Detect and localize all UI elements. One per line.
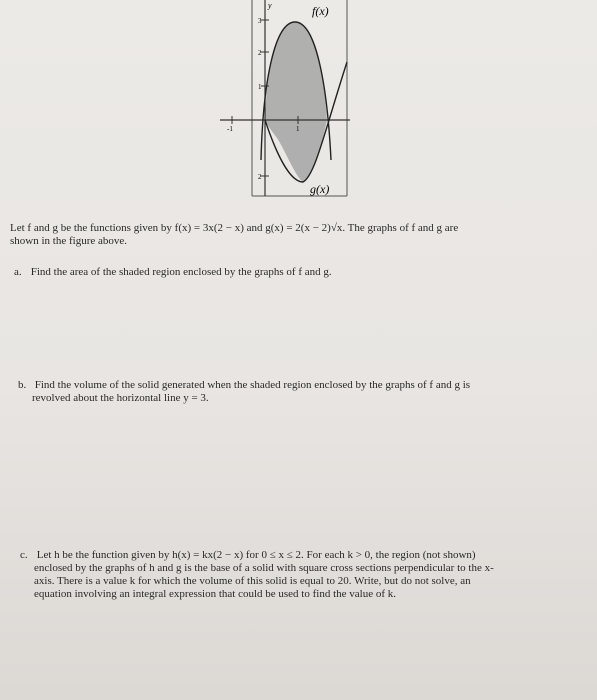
question-b-line-1: Find the volume of the solid generated when the shaded region enclosed by the graphs of f and g is: [34, 379, 471, 391]
question-c-line-2: enclosed by the graphs of h and g is the base of a solid with square cross sections perpendicular to the x-: [34, 562, 494, 574]
question-b-line-2: revolved about the horizontal line y = 3.: [32, 392, 209, 404]
question-c-label: c.: [20, 549, 28, 561]
question-b-label: b.: [18, 379, 27, 391]
y-axis-label: y: [268, 1, 272, 10]
f-label: f(x): [312, 4, 329, 18]
question-a-text: Find the area of the shaded region enclosed by the graphs of f and g.: [30, 266, 332, 278]
question-c-line-1: Let h be the function given by h(x) = kx(2 − x) for 0 ≤ x ≤ 2. For each k > 0, the region (not shown): [36, 549, 476, 561]
tick-label-y1: 1: [258, 83, 262, 91]
question-c: [20, 549, 590, 601]
intro-line-1: Let f and g be the functions given by f(x) = 3x(2 − x) and g(x) = 2(x − 2)√x. The graphs of f and g are: [10, 222, 459, 234]
g-label: g(x): [310, 182, 330, 196]
graph-figure: [215, 0, 365, 200]
intro-paragraph: [10, 222, 585, 248]
question-a-label: a.: [14, 266, 22, 278]
question-b: [18, 379, 588, 405]
tick-label-xneg1: -1: [227, 125, 233, 133]
question-c-line-3: axis. There is a value k for which the volume of this solid is equal to 20. Write, but do not solve, an: [34, 575, 471, 587]
question-c-line-4: equation involving an integral expression that could be used to find the value of k.: [34, 588, 396, 600]
tick-label-y2: 2: [258, 49, 262, 57]
shaded-region: [265, 22, 327, 182]
tick-label-x1: 1: [296, 125, 300, 133]
tick-label-yneg2: 2: [258, 173, 262, 181]
question-a: [14, 266, 584, 279]
intro-line-2: shown in the figure above.: [10, 235, 127, 247]
tick-label-y3: 3: [258, 17, 262, 25]
